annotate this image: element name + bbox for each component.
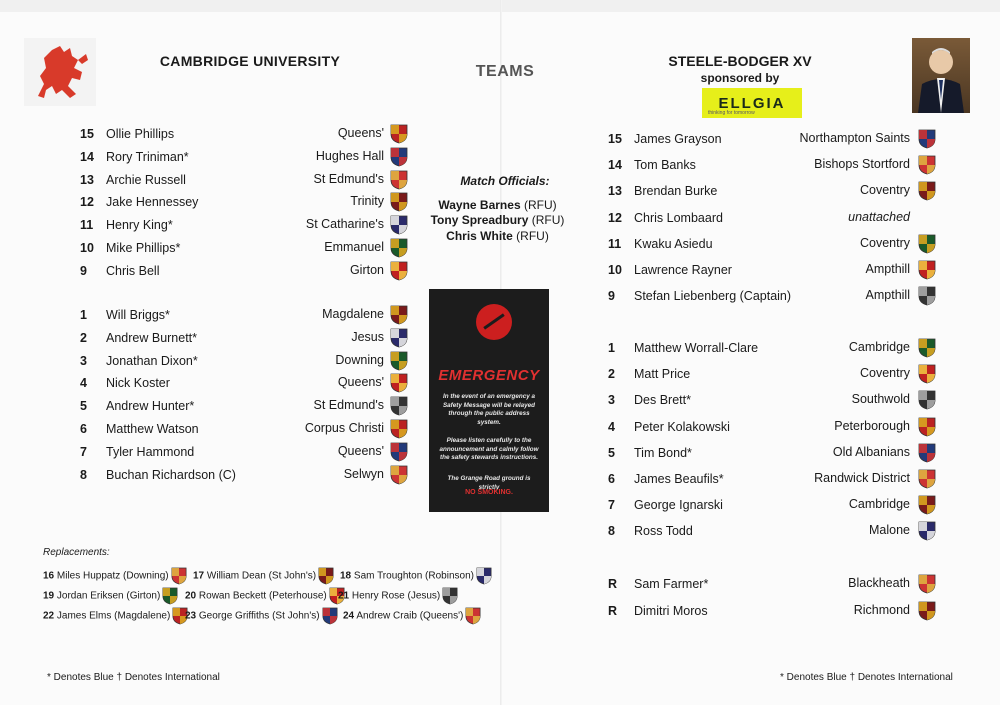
shirt-number: 3 [608,393,615,408]
official-name: Tony Spreadbury [430,213,529,227]
official-name: Chris White [446,229,513,243]
club-crest [390,396,408,419]
portrait-figure [912,38,970,113]
shirt-number: 12 [608,210,622,225]
player-row [80,441,410,463]
replacement-item [43,587,178,605]
club-crest [390,124,408,147]
player-name: Mike Phillips* [106,241,181,255]
club-crest [390,305,408,328]
club-crest [918,364,936,387]
replacement-item [185,607,338,625]
player-row [608,128,940,150]
shirt-number: 8 [608,524,615,539]
club-crest [918,338,936,361]
player-name: Matt Price [634,367,691,382]
replacement-number: 22 [43,610,55,622]
emergency-text-1: In the event of an emergency a Safety Message will be relayed through the public address system. [442,393,536,426]
club-name: Ampthill [865,288,910,303]
shirt-number: R [608,577,618,591]
club-name: Queens' [337,443,384,458]
club-crest-icon [918,495,936,515]
shirt-number: 14 [80,149,94,164]
college-crest-icon [318,567,334,585]
player-name: Sam Farmer* [634,577,709,591]
club-crest-icon [390,373,408,393]
player-row [608,573,940,595]
shirt-number: 8 [80,467,87,482]
sponsor-logo [702,88,802,118]
club-name: Southwold [851,392,910,407]
player-row [608,207,940,229]
club-name: Corpus Christi [304,421,384,435]
player-name: Matthew Worrall-Clare [634,341,759,355]
shirt-number: 13 [608,184,622,199]
club-crest [390,419,408,442]
replacement-crest [162,587,178,605]
emergency-text-3: The Grange Road ground is strictly [447,475,531,491]
sponsor-name: ELLGIA [718,94,786,112]
emergency-text-2: Please listen carefully to the announcement and calmly follow the safety stewards instructions. [439,437,539,461]
player-name: Des Brett* [634,393,691,408]
club-crest [390,328,408,351]
club-crest [918,601,936,624]
club-crest [390,147,408,170]
club-crest-icon [918,364,936,384]
shirt-number: 11 [608,236,622,251]
player-row [608,285,940,307]
player-row [80,260,410,282]
player-name: Andrew Hunter* [106,399,195,414]
college-crest-icon [476,567,492,585]
club-crest [390,465,408,488]
player-name: Tyler Hammond [106,444,195,459]
replacement-item [343,607,481,625]
shirt-number: 5 [608,445,615,460]
college-crest-icon [171,567,187,585]
club-crest [390,261,408,284]
official-row [425,229,570,243]
player-row [608,416,940,438]
player-row [80,327,410,349]
replacement-crest [465,607,481,625]
college-crest-icon [465,607,481,625]
replacement-number: 16 [43,570,55,582]
club-name: Bishops Stortford [814,157,910,172]
club-crest [918,286,936,309]
player-row [608,520,940,542]
shirt-number: 15 [608,132,622,146]
club-crest [918,181,936,204]
club-name: Girton [349,262,384,277]
club-name: Hughes Hall [315,148,384,163]
player-row [80,237,410,259]
player-row [80,395,410,417]
replacement-name: Henry Rose (Jesus) [351,590,441,602]
shirt-number: 1 [608,341,615,355]
player-row [608,600,940,622]
club-crest [390,442,408,465]
replacement-number: 18 [340,570,352,582]
club-crest [390,192,408,215]
club-crest [918,129,936,152]
club-crest [918,495,936,518]
shirt-number: R [608,604,618,618]
club-name: Peterborough [834,418,910,433]
club-crest-icon [390,261,408,281]
replacement-number: 19 [43,590,55,602]
club-crest-icon [918,155,936,175]
club-crest [918,443,936,466]
replacement-item [43,567,187,585]
club-crest-icon [390,328,408,348]
player-name: Rory Triniman* [106,149,189,164]
club-crest [390,373,408,396]
club-crest-icon [918,234,936,254]
player-name: George Ignarski [634,498,723,513]
player-name: Henry King* [106,218,173,233]
club-name: Cambridge [848,340,910,354]
club-crest-icon [390,170,408,190]
club-name: Coventry [859,183,910,198]
player-row [80,191,410,213]
club-name: Northampton Saints [799,131,910,145]
shirt-number: 2 [80,330,87,345]
club-crest-icon [390,442,408,462]
club-crest-icon [390,238,408,258]
player-name: Peter Kolakowski [634,419,730,434]
replacement-name: Rowan Beckett (Peterhouse) [198,590,327,602]
shirt-number: 4 [80,376,87,391]
club-name: Old Albanians [832,444,910,459]
emergency-title: EMERGENCY [438,367,540,384]
player-name: James Beaufils* [634,472,724,486]
player-row [80,146,410,168]
club-crest [918,390,936,413]
club-name: Selwyn [343,466,384,481]
player-row [608,233,940,255]
club-crest-icon [918,129,936,149]
player-row [80,464,410,486]
player-row [80,123,410,145]
club-crest-icon [918,286,936,306]
player-name: Matthew Watson [106,422,199,436]
shirt-number: 10 [80,241,94,255]
player-row [608,154,940,176]
replacement-number: 23 [185,610,197,622]
shirt-number: 11 [80,218,94,233]
player-row [80,372,410,394]
club-crest [918,469,936,492]
replacement-number: 17 [193,570,205,582]
club-crest [918,155,936,178]
player-row [80,304,410,326]
club-crest [390,351,408,374]
replacement-item [193,567,334,585]
cambridge-team-title: CAMBRIDGE UNIVERSITY [159,53,341,69]
player-name: Kwaku Asiedu [634,236,713,251]
club-name: Emmanuel [324,240,384,254]
club-crest-icon [390,215,408,235]
club-name: Coventry [859,235,910,250]
player-name: Ollie Phillips [106,127,175,141]
club-name: St Edmund's [313,398,384,413]
player-name: James Grayson [634,132,722,146]
player-row [608,363,940,385]
player-name: Tom Banks [634,158,696,173]
official-org: (RFU) [516,229,549,243]
replacement-name: Jordan Eriksen (Girton) [56,590,161,602]
no-smoking-icon [476,304,512,340]
replacement-crest [442,587,458,605]
club-crest-icon [390,396,408,416]
club-name: Cambridge [848,497,910,512]
player-row [608,180,940,202]
replacement-crest [322,607,338,625]
club-crest-icon [390,124,408,144]
replacement-item [338,587,458,605]
shirt-number: 6 [608,472,615,486]
club-crest-icon [918,338,936,358]
replacement-name: William Dean (St John's) [206,570,317,582]
shirt-number: 12 [80,195,94,210]
player-name: Dimitri Moros [634,604,708,618]
club-crest [390,170,408,193]
club-crest-icon [390,465,408,485]
emergency-notice [429,289,549,512]
player-row [80,418,410,440]
player-name: Stefan Liebenberg (Captain) [634,289,792,304]
legend-left: * Denotes Blue † Denotes International [47,672,220,683]
player-name: Andrew Burnett* [106,330,198,345]
no-smoking-text: NO SMOKING. [465,489,513,496]
club-name: St Edmund's [313,171,384,186]
club-crest-icon [390,419,408,439]
replacement-crest [171,567,187,585]
club-crest [390,238,408,261]
page-title: TEAMS [475,63,535,80]
club-crest [918,260,936,283]
shirt-number: 6 [80,422,87,436]
club-name: Queens' [337,126,384,140]
club-name: Queens' [337,375,384,390]
club-crest-icon [918,443,936,463]
replacements-heading: Replacements: [43,547,110,558]
player-name: Lawrence Rayner [634,263,732,277]
official-row [425,213,570,227]
club-crest [390,215,408,238]
club-crest-icon [918,469,936,489]
player-row [608,494,940,516]
replacement-item [185,587,345,605]
college-crest-icon [162,587,178,605]
club-name: Blackheath [848,576,910,590]
club-crest [918,417,936,440]
college-crest-icon [322,607,338,625]
club-name: Downing [335,352,384,367]
club-crest-icon [918,521,936,541]
club-crest-icon [918,417,936,437]
replacement-number: 20 [185,590,197,602]
club-crest-icon [390,305,408,325]
lion-crest-icon [24,38,96,106]
club-crest-icon [390,147,408,167]
club-crest-icon [390,351,408,371]
shirt-number: 7 [80,444,87,459]
club-name: Randwick District [814,471,910,485]
shirt-number: 15 [80,127,94,141]
official-org: (RFU) [531,213,565,227]
sponsored-by-label: sponsored by [700,71,780,85]
club-name: Ampthill [865,262,910,276]
player-row [80,350,410,372]
player-name: Jonathan Dixon* [106,353,198,368]
shirt-number: 5 [80,399,87,414]
club-crest-icon [390,192,408,212]
club-name: Jesus [351,329,384,344]
shirt-number: 1 [80,308,87,322]
shirt-number: 10 [608,263,622,277]
replacement-crest [476,567,492,585]
club-name: Richmond [853,603,910,617]
replacement-item [43,607,188,625]
replacement-name: Sam Troughton (Robinson) [353,570,474,582]
player-name: Jake Hennessey [106,195,199,210]
player-name: Archie Russell [106,172,186,187]
club-name: Magdalene [322,307,384,321]
replacement-name: Miles Huppatz (Downing) [56,570,169,582]
replacement-name: James Elms (Magdalene) [56,610,171,622]
shirt-number: 9 [608,289,615,304]
official-name: Wayne Barnes [438,198,521,212]
player-row [608,468,940,490]
official-row [425,198,570,212]
club-name: Coventry [859,366,910,381]
shirt-number: 14 [608,158,622,173]
shirt-number: 7 [608,498,615,513]
player-row [80,214,410,236]
club-crest-icon [918,390,936,410]
player-name: Buchan Richardson (C) [106,467,236,482]
club-crest-icon [918,574,936,594]
officials-heading: Match Officials: [460,174,550,188]
club-name: Trinity [350,194,384,209]
club-crest [918,574,936,597]
shirt-number: 3 [80,353,87,368]
club-name: unattached [848,209,910,224]
college-crest-icon [442,587,458,605]
legend-right: * Denotes Blue † Denotes International [780,672,953,683]
replacement-number: 21 [338,590,350,602]
player-name: Chris Bell [106,263,160,278]
steele-bodger-title: STEELE-BODGER XV [668,53,812,69]
club-name: Malone [869,523,910,538]
player-row [608,389,940,411]
shirt-number: 9 [80,263,87,278]
player-row [608,259,940,281]
replacement-item [340,567,492,585]
replacement-name: George Griffiths (St John's) [198,610,320,622]
player-name: Nick Koster [106,376,170,391]
portrait-photo [912,38,970,113]
player-name: Brendan Burke [634,184,718,199]
player-name: Ross Todd [634,524,693,539]
club-crest-icon [918,260,936,280]
replacement-number: 24 [343,610,355,622]
club-crest [918,234,936,257]
shirt-number: 4 [608,419,615,434]
replacement-name: Andrew Craib (Queens') [356,610,464,622]
sponsor-tagline: thinking for tomorrow [708,110,755,116]
replacement-crest [318,567,334,585]
player-row [608,442,940,464]
player-name: Chris Lombaard [634,210,723,225]
player-name: Will Briggs* [106,308,170,322]
shirt-number: 2 [608,367,615,382]
player-row [608,337,940,359]
player-name: Tim Bond* [634,445,692,460]
shirt-number: 13 [80,172,94,187]
club-name: St Catharine's [305,217,384,232]
official-org: (RFU) [523,198,557,212]
club-crest-icon [918,181,936,201]
club-crest [918,521,936,544]
club-crest-icon [918,601,936,621]
player-row [80,169,410,191]
